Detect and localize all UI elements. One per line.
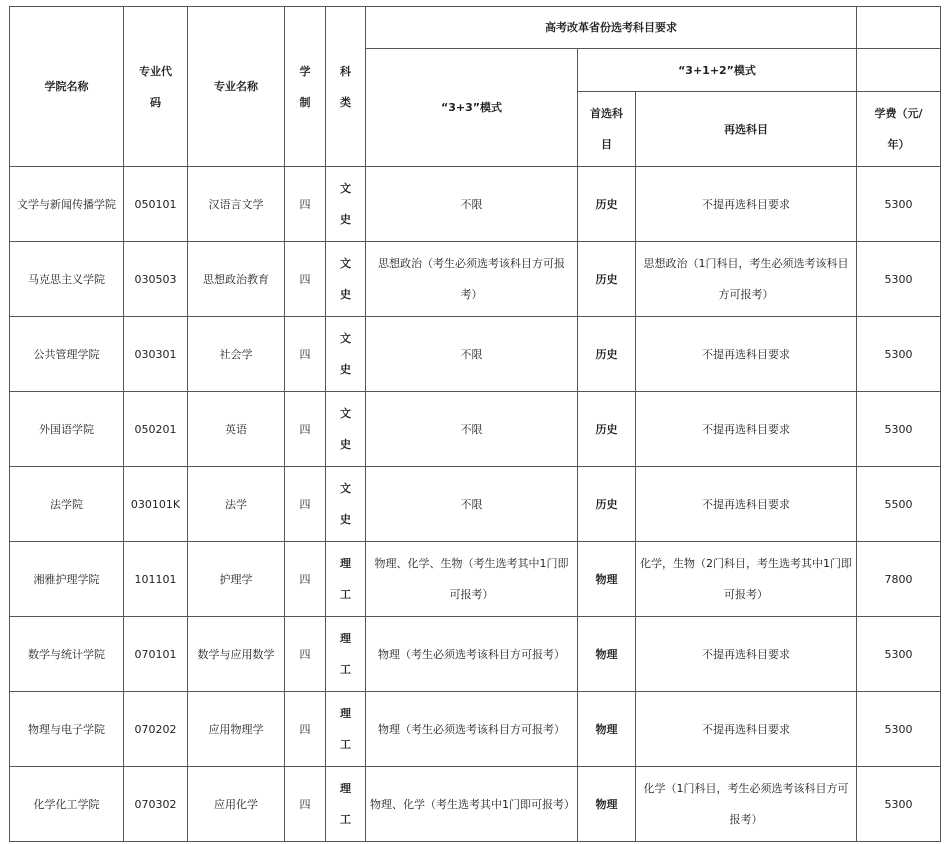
major-cell: 数学与应用数学	[188, 617, 285, 692]
mode-33-cell: 不限	[366, 317, 578, 392]
duration-cell: 四	[285, 467, 326, 542]
header-category: 科类	[326, 7, 366, 167]
mode-33-cell: 物理、化学、生物（考生选考其中1门即可报考）	[366, 542, 578, 617]
category-cell: 文史	[326, 242, 366, 317]
college-cell: 外国语学院	[10, 392, 124, 467]
table-row	[10, 317, 941, 392]
re-subject-cell: 不提再选科目要求	[636, 467, 857, 542]
admissions-table	[9, 6, 941, 842]
code-cell: 050201	[124, 392, 188, 467]
header-mode-33: “3+3”模式	[366, 49, 578, 167]
header-fee: 学费（元/年）	[857, 92, 941, 167]
fee-cell: 5500	[857, 467, 941, 542]
fee-cell: 5300	[857, 392, 941, 467]
header-first-subject: 首选科目	[578, 92, 636, 167]
category-cell: 理工	[326, 767, 366, 842]
major-cell: 护理学	[188, 542, 285, 617]
first-subject-cell: 历史	[578, 167, 636, 242]
duration-cell: 四	[285, 242, 326, 317]
major-cell: 思想政治教育	[188, 242, 285, 317]
duration-cell: 四	[285, 692, 326, 767]
major-cell: 社会学	[188, 317, 285, 392]
table-row	[10, 617, 941, 692]
first-subject-cell: 物理	[578, 767, 636, 842]
table-row	[10, 692, 941, 767]
mode-33-cell: 不限	[366, 467, 578, 542]
category-cell: 理工	[326, 617, 366, 692]
re-subject-cell: 不提再选科目要求	[636, 317, 857, 392]
fee-cell: 5300	[857, 692, 941, 767]
duration-cell: 四	[285, 317, 326, 392]
category-cell: 文史	[326, 467, 366, 542]
table-row	[10, 242, 941, 317]
category-cell: 文史	[326, 167, 366, 242]
first-subject-cell: 物理	[578, 692, 636, 767]
header-reform-group: 高考改革省份选考科目要求	[366, 7, 857, 49]
fee-cell: 5300	[857, 317, 941, 392]
re-subject-cell: 不提再选科目要求	[636, 167, 857, 242]
re-subject-cell: 不提再选科目要求	[636, 692, 857, 767]
mode-33-cell: 物理（考生必须选考该科目方可报考）	[366, 617, 578, 692]
mode-33-cell: 思想政治（考生必须选考该科目方可报考）	[366, 242, 578, 317]
re-subject-cell: 化学，生物（2门科目，考生选考其中1门即可报考）	[636, 542, 857, 617]
table-row	[10, 392, 941, 467]
major-cell: 汉语言文学	[188, 167, 285, 242]
mode-33-cell: 不限	[366, 392, 578, 467]
category-cell: 理工	[326, 542, 366, 617]
code-cell: 030101K	[124, 467, 188, 542]
fee-cell: 7800	[857, 542, 941, 617]
mode-33-cell: 不限	[366, 167, 578, 242]
first-subject-cell: 历史	[578, 242, 636, 317]
category-cell: 文史	[326, 392, 366, 467]
table-row	[10, 542, 941, 617]
re-subject-cell: 化学（1门科目，考生必须选考该科目方可报考）	[636, 767, 857, 842]
category-cell: 理工	[326, 692, 366, 767]
re-subject-cell: 不提再选科目要求	[636, 392, 857, 467]
re-subject-cell: 不提再选科目要求	[636, 617, 857, 692]
header-fee-mid	[857, 49, 941, 92]
table-row	[10, 767, 941, 842]
header-major: 专业名称	[188, 7, 285, 167]
table-row	[10, 167, 941, 242]
first-subject-cell: 物理	[578, 542, 636, 617]
major-cell: 英语	[188, 392, 285, 467]
college-cell: 公共管理学院	[10, 317, 124, 392]
re-subject-cell: 思想政治（1门科目，考生必须选考该科目方可报考）	[636, 242, 857, 317]
code-cell: 050101	[124, 167, 188, 242]
header-mode-312: “3+1+2”模式	[578, 49, 857, 92]
college-cell: 马克思主义学院	[10, 242, 124, 317]
duration-cell: 四	[285, 392, 326, 467]
header-college: 学院名称	[10, 7, 124, 167]
duration-cell: 四	[285, 542, 326, 617]
first-subject-cell: 历史	[578, 317, 636, 392]
major-cell: 应用化学	[188, 767, 285, 842]
header-code: 专业代码	[124, 7, 188, 167]
category-cell: 文史	[326, 317, 366, 392]
major-cell: 法学	[188, 467, 285, 542]
table-row	[10, 467, 941, 542]
fee-cell: 5300	[857, 167, 941, 242]
college-cell: 法学院	[10, 467, 124, 542]
first-subject-cell: 历史	[578, 467, 636, 542]
code-cell: 030301	[124, 317, 188, 392]
college-cell: 物理与电子学院	[10, 692, 124, 767]
code-cell: 070101	[124, 617, 188, 692]
mode-33-cell: 物理（考生必须选考该科目方可报考）	[366, 692, 578, 767]
code-cell: 101101	[124, 542, 188, 617]
college-cell: 化学化工学院	[10, 767, 124, 842]
first-subject-cell: 历史	[578, 392, 636, 467]
college-cell: 文学与新闻传播学院	[10, 167, 124, 242]
fee-cell: 5300	[857, 617, 941, 692]
duration-cell: 四	[285, 167, 326, 242]
duration-cell: 四	[285, 617, 326, 692]
header-duration: 学制	[285, 7, 326, 167]
header-fee-top	[857, 7, 941, 49]
code-cell: 070202	[124, 692, 188, 767]
first-subject-cell: 物理	[578, 617, 636, 692]
fee-cell: 5300	[857, 242, 941, 317]
header-re-subject: 再选科目	[636, 92, 857, 167]
fee-cell: 5300	[857, 767, 941, 842]
code-cell: 030503	[124, 242, 188, 317]
college-cell: 湘雅护理学院	[10, 542, 124, 617]
code-cell: 070302	[124, 767, 188, 842]
college-cell: 数学与统计学院	[10, 617, 124, 692]
major-cell: 应用物理学	[188, 692, 285, 767]
mode-33-cell: 物理、化学（考生选考其中1门即可报考）	[366, 767, 578, 842]
duration-cell: 四	[285, 767, 326, 842]
